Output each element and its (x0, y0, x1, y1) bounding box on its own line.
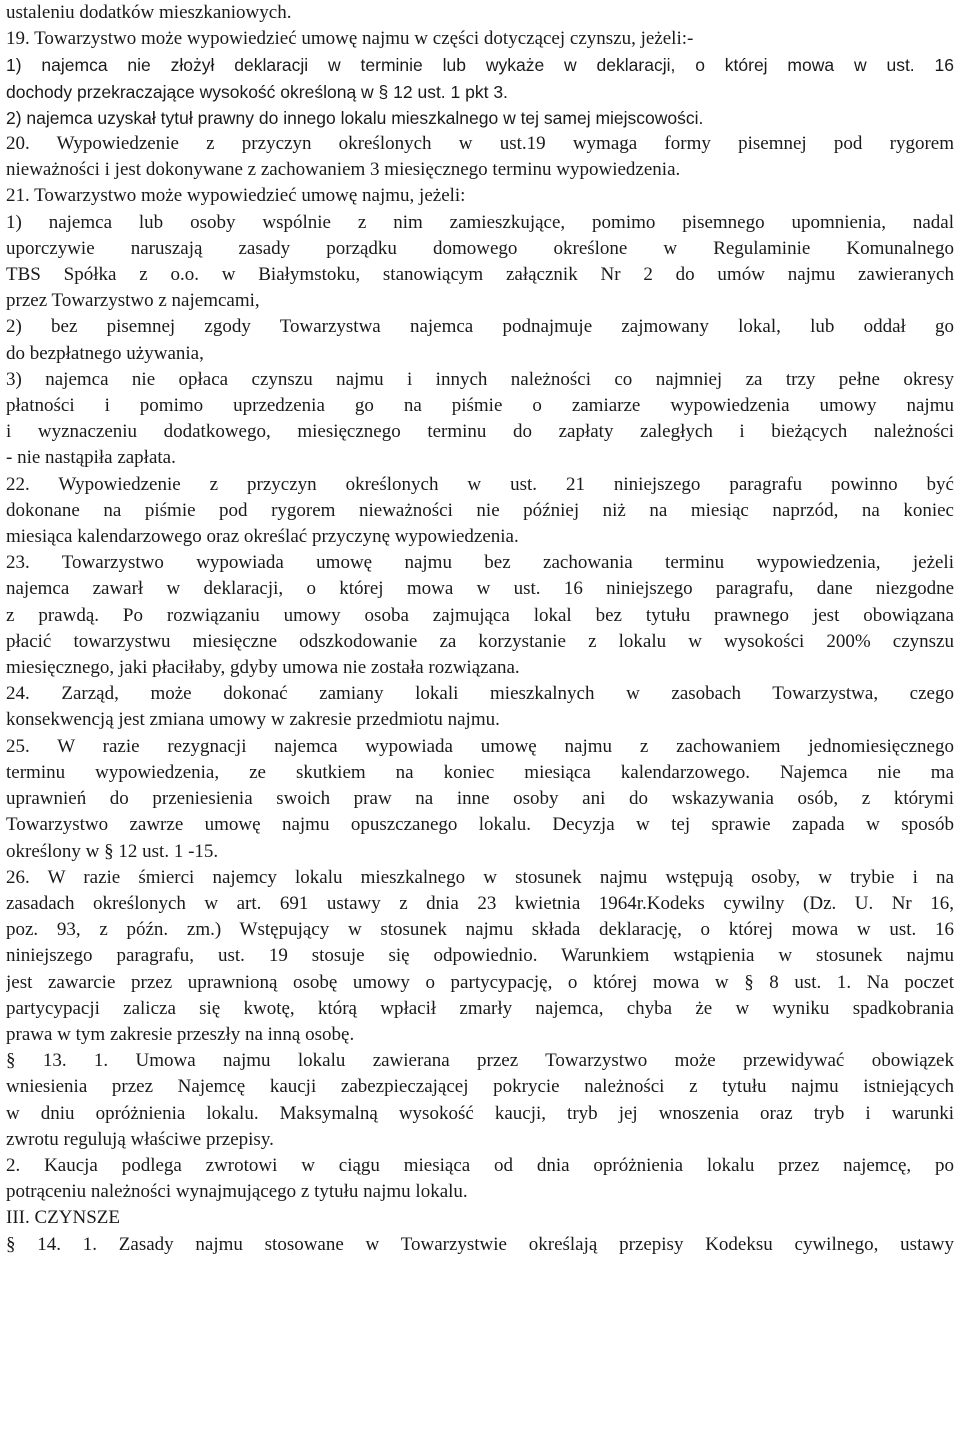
text-line: dochody przekraczające wysokość określoną w § 12 ust. 1 pkt 3. (6, 81, 508, 102)
text-line: § 14. 1. Zasady najmu stosowane w Towarzystwie określają przepisy Kodeksu cywilnego, ustawy (6, 1233, 954, 1255)
text-line: jest zawarcie przez uprawnioną osobę umowy o partycypację, o której mowa w § 8 ust. 1. Na poczet (6, 971, 954, 993)
text-line: 22. Wypowiedzenie z przyczyn określonych w ust. 21 niniejszego paragrafu powinno być (6, 473, 954, 495)
text-line: terminu wypowiedzenia, ze skutkiem na koniec miesiąca kalendarzowego. Najemca nie ma (6, 761, 954, 783)
text-line: 23. Towarzystwo wypowiada umowę najmu bez zachowania terminu wypowiedzenia, jeżeli (6, 552, 954, 574)
text-line: 1) najemca nie złożył deklaracji w terminie lub wykaże w deklaracji, o której mowa w ust. 16 (6, 55, 954, 76)
text-line: i wyznaczeniu dodatkowego, miesięcznego terminu do zapłaty zaległych i bieżących należności (6, 421, 954, 443)
text-line: 2. Kaucja podlega zwrotowi w ciągu miesiąca od dnia opróżnienia lokalu przez najemcę, po (6, 1154, 954, 1176)
text-line: potrąceniu należności wynajmującego z tytułu najmu lokalu. (6, 1181, 468, 1203)
text-line: 1) najemca lub osoby wspólnie z nim zamieszkujące, pomimo pisemnego upomnienia, nadal (6, 211, 954, 233)
text-line: przez Towarzystwo z najemcami, (6, 290, 260, 312)
text-line: 21. Towarzystwo może wypowiedzieć umowę najmu, jeżeli: (6, 185, 466, 207)
text-line: płatności i pomimo uprzedzenia go na piśmie o zamiarze wypowiedzenia umowy najmu (6, 395, 954, 417)
text-line: w dniu opróżnienia lokalu. Maksymalną wysokość kaucji, tryb jej wnoszenia oraz tryb i warunki (6, 1102, 954, 1124)
text-line: płacić towarzystwu miesięczne odszkodowanie za korzystanie z lokalu w wysokości 200% czynszu (6, 630, 954, 652)
text-line: z prawdą. Po rozwiązaniu umowy osoba zajmująca lokal bez tytułu prawnego jest obowiązana (6, 604, 954, 626)
text-line: wniesienia przez Najemcę kaucji zabezpieczającej pokrycie należności z tytułu najmu istniejących (6, 1076, 954, 1098)
text-line: 25. W razie rezygnacji najemca wypowiada umowę najmu z zachowaniem jednomiesięcznego (6, 735, 954, 757)
text-line: dokonane na piśmie pod rygorem nieważności nie później niż na miesiąc naprzód, na koniec (6, 499, 954, 521)
text-line: 26. W razie śmierci najemcy lokalu mieszkalnego w stosunek najmu wstępują osoby, w trybie i na (6, 866, 954, 888)
text-line: konsekwencją jest zmiana umowy w zakresie przedmiotu najmu. (6, 709, 500, 731)
text-line: 19. Towarzystwo może wypowiedzieć umowę najmu w części dotyczącej czynszu, jeżeli:- (6, 28, 694, 50)
text-line: III. CZYNSZE (6, 1207, 120, 1229)
text-line: uprawnień do przeniesienia swoich praw na inne osoby ani do wskazywania osób, z którymi (6, 788, 954, 810)
text-line: partycypacji zalicza się kwotę, którą wpłacił zmarły najemca, chyba że w wyniku spadkobrania (6, 997, 954, 1019)
text-line: 2) bez pisemnej zgody Towarzystwa najemca podnajmuje zajmowany lokal, lub oddał go (6, 316, 954, 338)
text-line: niniejszego paragrafu, ust. 19 stosuje się odpowiednio. Warunkiem wstąpienia w stosunek najmu (6, 945, 954, 967)
text-line: 3) najemca nie opłaca czynszu najmu i innych należności co najmniej za trzy pełne okresy (6, 368, 954, 390)
text-line: miesięcznego, jaki płaciłaby, gdyby umowa nie została rozwiązana. (6, 657, 520, 679)
text-line: 24. Zarząd, może dokonać zamiany lokali mieszkalnych w zasobach Towarzystwa, czego (6, 683, 954, 705)
text-line: 2) najemca uzyskał tytuł prawny do innego lokalu mieszkalnego w tej samej miejscowości. (6, 107, 704, 128)
text-line: 20. Wypowiedzenie z przyczyn określonych w ust.19 wymaga formy pisemnej pod rygorem (6, 133, 954, 155)
text-line: najemca zawarł w deklaracji, o której mowa w ust. 16 niniejszego paragrafu, dane niezgodne (6, 578, 954, 600)
text-line: TBS Spółka z o.o. w Białymstoku, stanowiącym załącznik Nr 2 do umów najmu zawieranych (6, 264, 954, 286)
text-line: poz. 93, z późn. zm.) Wstępujący w stosunek najmu składa deklarację, o której mowa w ust. 16 (6, 919, 954, 941)
text-line: uporczywie naruszają zasady porządku domowego określone w Regulaminie Komunalnego (6, 237, 954, 259)
text-line: zasadach określonych w art. 691 ustawy z dnia 23 kwietnia 1964r.Kodeks cywilny (Dz. U. Nr 16, (6, 892, 954, 914)
text-line: miesiąca kalendarzowego oraz określać przyczynę wypowiedzenia. (6, 526, 519, 548)
text-line: określony w § 12 ust. 1 -15. (6, 840, 219, 862)
text-line: do bezpłatnego używania, (6, 342, 204, 364)
text-line: ustaleniu dodatków mieszkaniowych. (6, 2, 292, 23)
text-line: § 13. 1. Umowa najmu lokalu zawierana przez Towarzystwo może przewidywać obowiązek (6, 1050, 954, 1072)
text-line: zwrotu regulują właściwe przepisy. (6, 1128, 274, 1150)
text-line: - nie nastąpiła zapłata. (6, 447, 176, 469)
text-line: nieważności i jest dokonywane z zachowaniem 3 miesięcznego terminu wypowiedzenia. (6, 159, 681, 181)
text-line: prawa w tym zakresie przeszły na inną osobę. (6, 1023, 355, 1045)
text-line: Towarzystwo zawrze umowę najmu opuszczanego lokalu. Decyzja w tej sprawie zapada w sposób (6, 814, 954, 836)
